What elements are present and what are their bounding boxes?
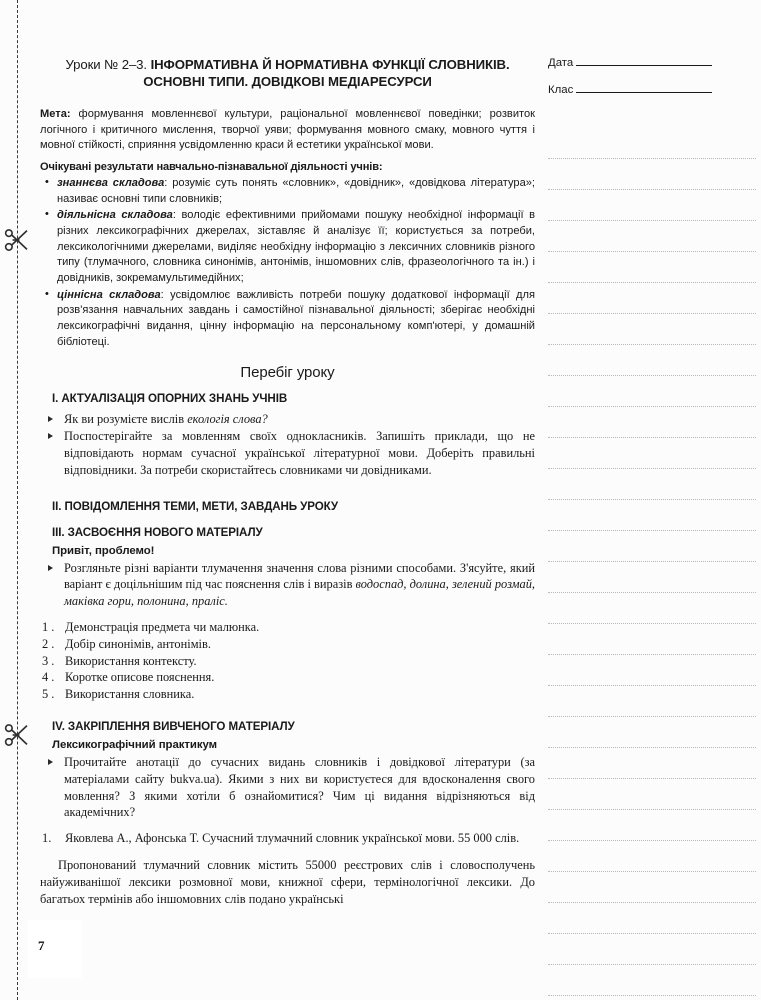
expected-results-list [40,176,535,351]
section-3-subheading: Привіт, проблемо! [52,544,155,557]
page-number: 7 [38,938,45,953]
list-item: Використання словника. [65,687,195,702]
date-input[interactable] [576,56,712,66]
task-emphasis: водоспад, долина, зелений розмай, маківка гори, полонина, праліс. [64,577,535,609]
note-line[interactable] [548,190,756,221]
task-text: Прочитайте анотації до сучасних видань словників і довідкової літератури (за матеріалами сайту bukva.ua). Якими з них ви користуєтеся для вдосконалення свого мовлення? З якими хотіли б ознайомитися? Чим ці видання відрізняються від академічних? [64,755,535,820]
note-line[interactable] [548,655,756,686]
list-item [40,176,535,207]
list-item [40,288,535,351]
note-line[interactable] [548,717,756,748]
note-line[interactable] [548,345,756,376]
lesson-content [40,56,535,907]
section-heading-2: II. ПОВІДОМЛЕННЯ ТЕМИ, МЕТИ, ЗАВДАНЬ УРОКУ [52,499,339,513]
cut-line [17,0,18,1000]
lesson-flow-heading: Перебіг уроку [240,364,335,382]
page-title [40,56,535,91]
competency-term: ціннісна складова [57,288,161,301]
notes-panel [548,56,753,110]
note-line[interactable] [548,748,756,779]
list-item: Яковлева А., Афонська Т. Сучасний тлумачний словник української мови. 55 000 слів. [65,831,520,846]
competency-term: знаннєва складова [57,176,165,189]
section-3-task-list [40,560,535,610]
goal-label: Мета: [40,107,71,120]
notes-ruled-lines[interactable] [548,128,756,996]
task-text: Розгляньте різні варіанти тлумачення значення слова різними способами. З'ясуйте, який варіант є доцільнішим під час пояснення слів і виразів [64,560,535,592]
task-text: Поспостерігайте за мовленням своїх однокласників. Запишіть приклади, що не відповідають нормам сучасної української літературної мови. Доберіть правильні відповідники. За потреби скористайтесь словниками чи довідниками. [64,429,535,477]
note-line[interactable] [548,965,756,996]
competency-text: : усвідомлює важливість потреби пошуку додаткової інформації для розв'язання навчальних завдань і самостійної пізнавальної діяльності; зберігає необхідні лексикографічні видання, цінну інформацію на персональному комп'ютері, у домашній бібліотеці. [57,288,535,348]
class-label: Клас [548,84,574,96]
competency-text: : розуміє суть понять «словник», «довідник», «довідкова література»; називає основні типи словників; [57,176,535,205]
note-line[interactable] [548,779,756,810]
note-line[interactable] [548,252,756,283]
note-line[interactable] [548,624,756,655]
note-line[interactable] [548,221,756,252]
task-text: Як ви розумієте вислів [64,412,188,427]
section-4-subheading: Лексикографічний практикум [52,739,218,752]
note-line[interactable] [548,314,756,345]
dictionary-annotation: Пропонований тлумачний словник містить 55000 реєстрових слів і словосполучень найуживанішої лексики розмовної мови, книжної сфери, термінологічної лексики. До багатьох термінів або іншомовних слів подано українські [40,858,535,906]
section-heading-3: III. ЗАСВОЄННЯ НОВОГО МАТЕРІАЛУ [52,525,263,539]
competency-term: діяльнісна складова [57,209,173,222]
list-item: Демонстрація предмета чи малюнка. [65,620,260,635]
class-input[interactable] [576,83,712,93]
page-number-backdrop [28,920,82,978]
dictionary-entry-list [40,830,535,847]
date-label: Дата [548,57,574,69]
note-line[interactable] [548,686,756,717]
scissors-icon [2,225,32,255]
explanation-methods-list [40,619,535,703]
note-line[interactable] [548,531,756,562]
note-line[interactable] [548,810,756,841]
list-item [40,208,535,286]
list-item [40,428,535,478]
list-item: Добір синонімів, антонімів. [65,636,211,651]
note-line[interactable] [548,872,756,903]
list-item: Використання контексту. [65,653,197,668]
scissors-icon [2,720,32,750]
section-heading-4: IV. ЗАКРІПЛЕННЯ ВИВЧЕНОГО МАТЕРІАЛУ [52,720,295,734]
expected-results-heading: Очікувані результати навчально-пізнавальної діяльності учнів: [40,160,383,173]
list-item [40,754,535,821]
section-4-task-list [40,754,535,821]
note-line[interactable] [548,407,756,438]
lesson-number: Уроки № 2–3. [65,57,151,72]
note-line[interactable] [548,283,756,314]
task-emphasis: екологія слова? [187,412,268,427]
note-line[interactable] [548,841,756,872]
note-line[interactable] [548,500,756,531]
class-field-row[interactable] [548,83,753,96]
note-line[interactable] [548,469,756,500]
list-item [40,411,535,428]
date-field-row[interactable] [548,56,753,69]
list-item [40,560,535,610]
section-1-task-list [40,411,535,478]
note-line[interactable] [548,903,756,934]
competency-text: : володіє ефективними прийомами пошуку необхідної інформації в різних лексикографічних джерелах, зіставляє й аналізує її; користується за потреби, лексикологічними джерелами, виділяє необхідну інформацію з лексичних словників різного типу (тлумачного, словника синонімів, антонімів, іншомовних слів, фразеологічного та ін.) і довідників, зокремамультимедійних; [57,209,535,285]
section-heading-1: I. АКТУАЛІЗАЦІЯ ОПОРНИХ ЗНАНЬ УЧНІВ [52,392,288,406]
goal-text: формування мовленнєвої культури, раціональної мовленнєвої поведінки; розвиток логічного і критичного мислення, творчої уяви; формування мовного смаку, мовного чуття і мовної стійкості, сприяння усвідомленню краси й естетики української мови. [40,107,535,152]
note-line[interactable] [548,128,756,159]
lesson-goal [40,107,535,154]
list-item: Коротке описове пояснення. [65,670,215,685]
note-line[interactable] [548,438,756,469]
note-line[interactable] [548,593,756,624]
note-line[interactable] [548,376,756,407]
note-line[interactable] [548,934,756,965]
lesson-title-main: ІНФОРМАТИВНА Й НОРМАТИВНА ФУНКЦІЇ СЛОВНИКІВ. ОСНОВНІ ТИПИ. ДОВІДКОВІ МЕДІАРЕСУРСИ [143,57,510,90]
note-line[interactable] [548,159,756,190]
note-line[interactable] [548,562,756,593]
